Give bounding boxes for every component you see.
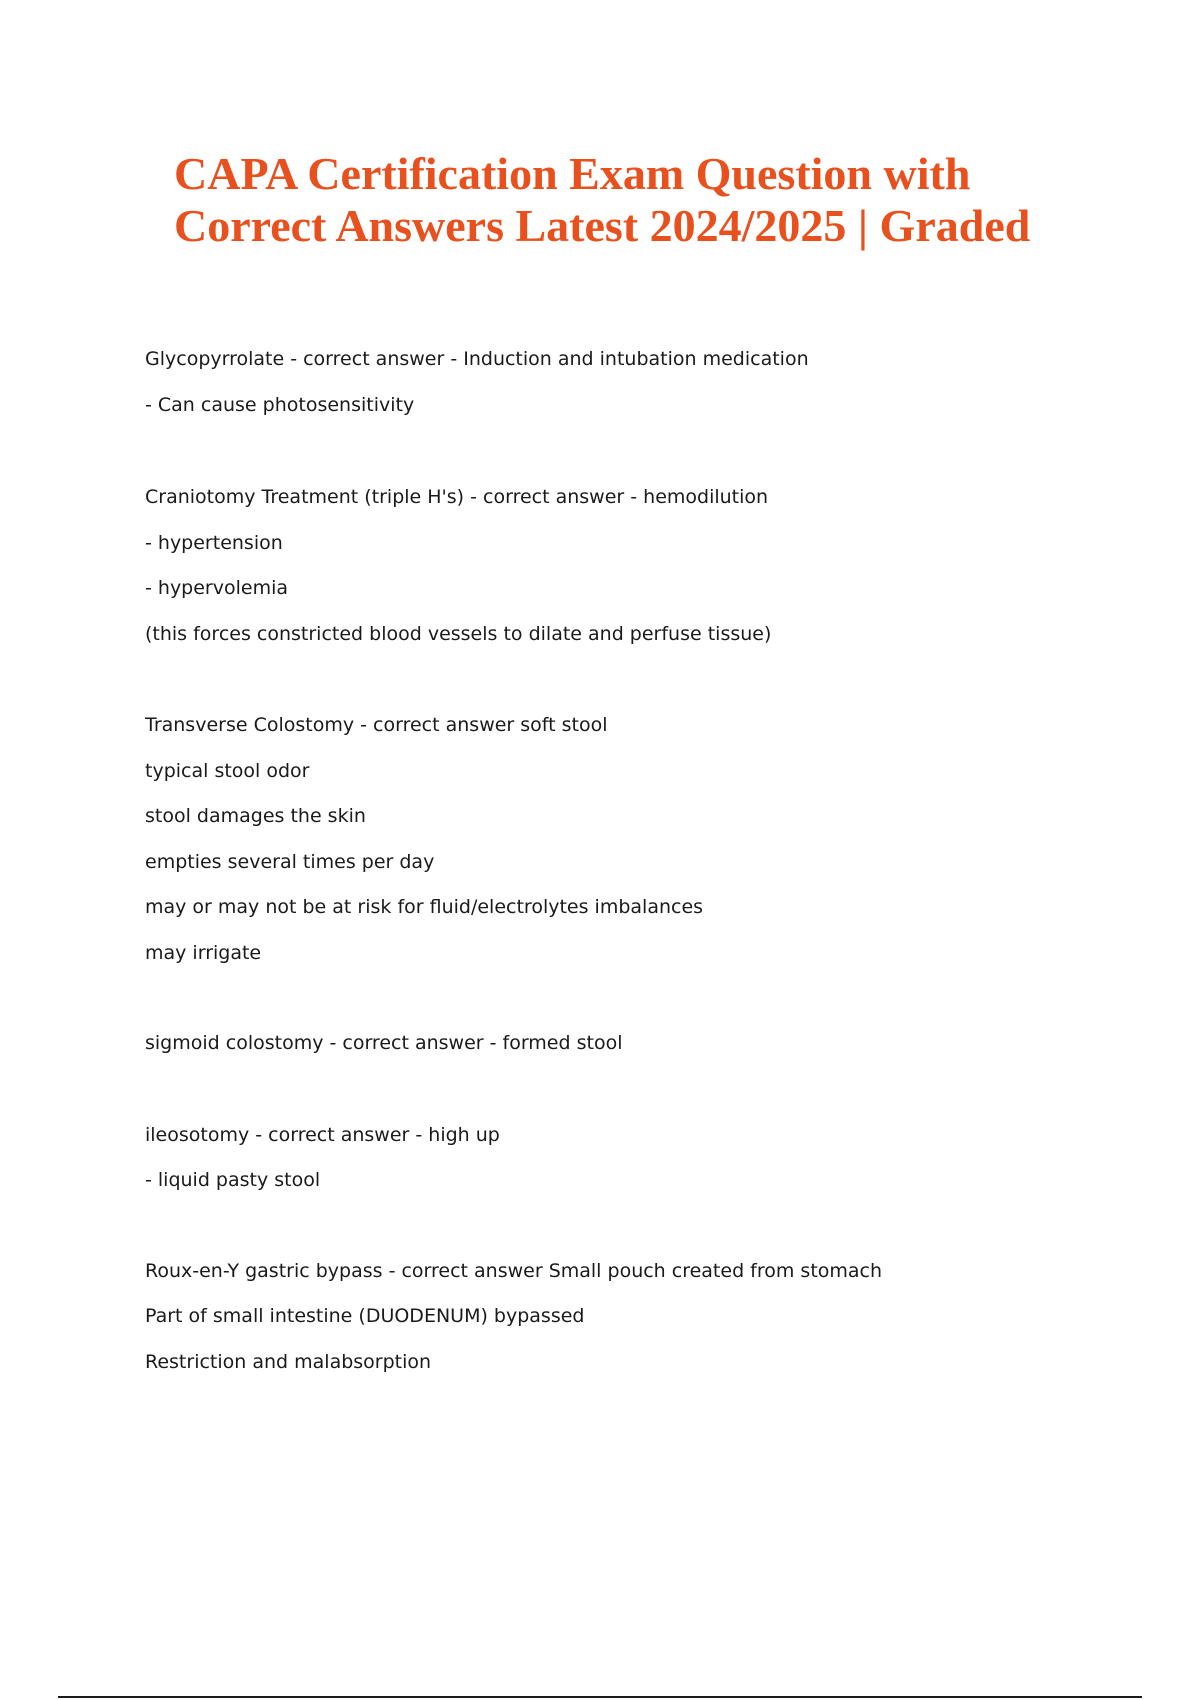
qa-line: stool damages the skin [145,805,366,827]
qa-line: (this forces constricted blood vessels to dilate and perfuse tissue) [145,622,772,645]
qa-line: may irrigate [145,941,262,964]
entry-spacer [145,663,1045,709]
document-title-line-2: Correct Answers Latest 2024/2025 | Graded [174,200,1031,251]
qa-entry-sigmoid-colostomy [145,1027,1045,1073]
qa-entry-ileostomy [145,1119,1045,1210]
document-title [174,148,1134,252]
qa-entry-transverse-colostomy [145,709,1045,982]
entry-spacer [145,1210,1045,1255]
footer-rule [58,1696,1142,1698]
qa-line: Roux-en-Y gastric bypass - correct answer Small pouch created from stomach [145,1259,883,1282]
qa-entry-roux-en-y [145,1255,1045,1392]
qa-line: Glycopyrrolate - correct answer - Induction and intubation medication [145,348,809,370]
entry-spacer [145,982,1045,1027]
qa-line: - Can cause photosensitivity [145,393,415,416]
qa-line: typical stool odor [145,759,310,782]
entry-spacer [145,434,1045,481]
qa-line: may or may not be at risk for fluid/electrolytes imbalances [145,896,704,918]
qa-list [145,343,1045,1391]
qa-line: Transverse Colostomy - correct answer soft stool [145,714,608,736]
qa-line: Restriction and malabsorption [145,1350,432,1373]
qa-line: ileosotomy - correct answer - high up [145,1123,500,1146]
qa-entry-glycopyrrolate [145,343,1045,434]
qa-line: - hypertension [145,531,283,554]
entry-spacer [145,1073,1045,1119]
qa-line: - hypervolemia [145,577,289,599]
qa-line: sigmoid colostomy - correct answer - formed stool [145,1032,623,1054]
qa-line: Craniotomy Treatment (triple H's) - correct answer - hemodilution [145,486,769,508]
qa-line: - liquid pasty stool [145,1169,321,1191]
document-title-line-1: CAPA Certification Exam Question with [174,148,971,199]
qa-entry-craniotomy [145,481,1045,663]
qa-line: empties several times per day [145,850,435,873]
qa-line: Part of small intestine (DUODENUM) bypassed [145,1305,585,1327]
